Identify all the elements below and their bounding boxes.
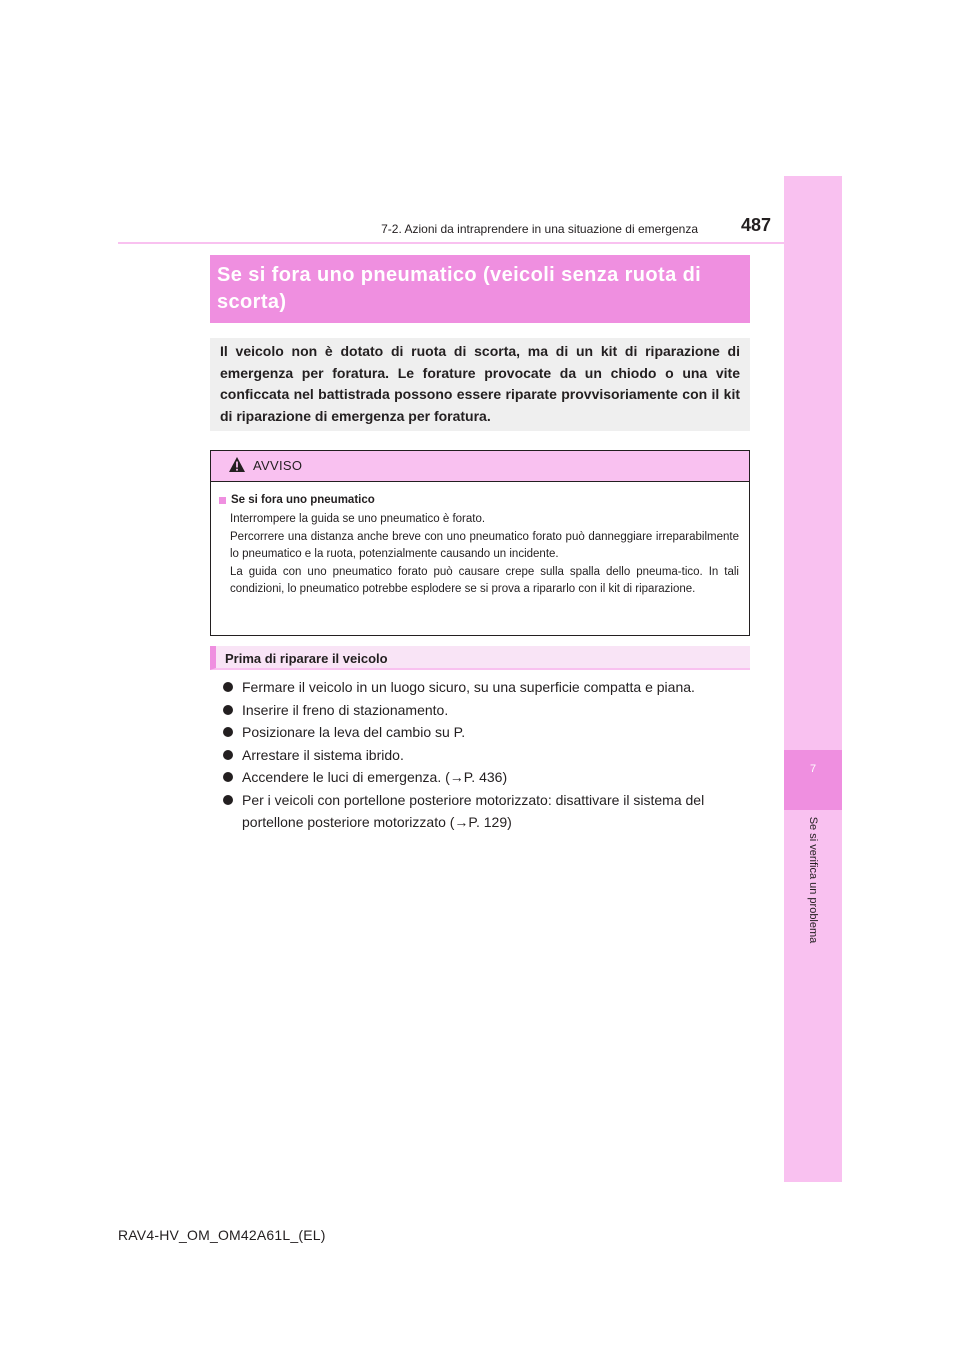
warning-paragraph: La guida con uno pneumatico forato può causare crepe sulla spalla dello pneuma-tico. In tali condizioni, lo pneumatico potrebbe esplodere se si prova a ripararlo con il kit di riparazione. [230, 565, 739, 595]
page-title: Se si fora uno pneumatico (veicoli senza ruota di scorta) [217, 264, 702, 313]
list-item: Inserire il freno di stazionamento. [222, 699, 752, 722]
side-tab-chapter-block [784, 750, 842, 810]
list-item: Fermare il veicolo in un luogo sicuro, su una superficie compatta e piana. [222, 676, 752, 699]
list-item: Posizionare la leva del cambio su P. [222, 721, 752, 744]
side-tab [784, 176, 842, 1182]
warning-label: AVVISO [253, 458, 303, 473]
list-item: Per i veicoli con portellone posteriore motorizzato: disattivare il sistema del portellone posteriore motorizzato (→P. 129) [222, 789, 752, 834]
section-title: 7-2. Azioni da intraprendere in una situazione di emergenza [381, 222, 698, 236]
bullet-icon [223, 682, 233, 692]
warning-paragraph: Interrompere la guida se uno pneumatico è forato. [230, 513, 486, 525]
warning-paragraph: Percorrere una distanza anche breve con uno pneumatico forato può danneggiare irreparabilmente lo pneumatico e la ruota, potenzialmente causando un incidente. [230, 530, 739, 560]
page-number: 487 [741, 215, 772, 235]
bullet-icon [223, 772, 233, 782]
warning-triangle-icon [228, 456, 246, 473]
footer-code: RAV4-HV_OM_OM42A61L_(EL) [118, 1227, 326, 1243]
square-bullet-icon [219, 497, 226, 504]
warning-header [211, 451, 749, 482]
bullet-icon [223, 727, 233, 737]
intro-text: Il veicolo non è dotato di ruota di scorta, ma di un kit di riparazione di emergenza per foratura. Le forature provocate da un chiodo o una vite conficcata nel battistrada possono essere riparate provvisoriamente con il kit di riparazione di emergenza per foratura. [220, 343, 740, 424]
section-heading-text: Prima di riparare il veicolo [225, 651, 388, 666]
bullet-icon [223, 705, 233, 715]
list-item: Accendere le luci di emergenza. (→P. 436) [222, 766, 752, 789]
section-heading [210, 646, 750, 670]
bullet-icon [223, 795, 233, 805]
chapter-number: 7 [809, 763, 817, 775]
intro-box [210, 338, 750, 431]
warning-subheading-text: Se si fora uno pneumatico [231, 494, 375, 506]
warning-box [210, 450, 750, 636]
warning-subheading [219, 492, 739, 509]
chapter-label: Se si verifica un problema [807, 816, 819, 944]
warning-body [211, 482, 749, 599]
bullet-icon [223, 750, 233, 760]
title-banner [210, 255, 750, 323]
warning-text [230, 511, 739, 599]
list-item: Arrestare il sistema ibrido. [222, 744, 752, 767]
steps-list [222, 676, 752, 834]
header-rule [118, 242, 842, 244]
